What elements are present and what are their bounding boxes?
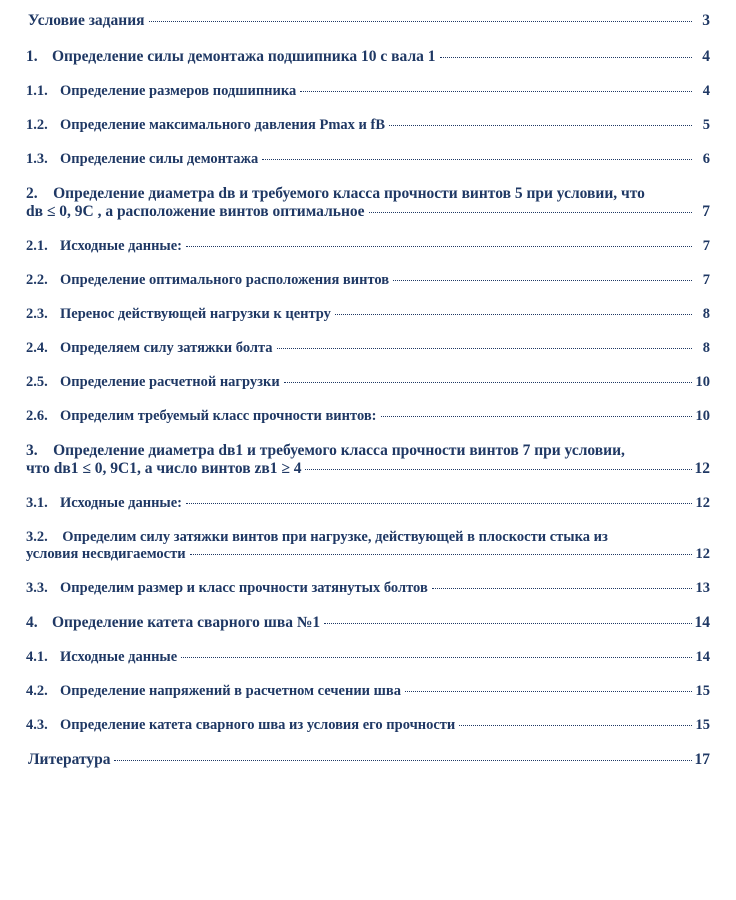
toc-entry[interactable]: [22, 495, 710, 512]
toc-entry-title-cont: dв ≤ 0, 9С , а расположение винтов оптимальное: [26, 203, 365, 220]
toc-entry[interactable]: [22, 83, 710, 100]
toc-entry[interactable]: [22, 717, 710, 734]
toc-entry[interactable]: [22, 340, 710, 357]
toc-leader-dots: [459, 725, 692, 726]
toc-entry-title: Литература: [28, 751, 111, 768]
toc-leader-dots: [389, 125, 692, 126]
toc-leader-dots: [190, 554, 692, 555]
toc-page-number: 7: [702, 238, 710, 254]
toc-page-number: 8: [702, 306, 710, 322]
toc-entry[interactable]: [22, 185, 710, 221]
toc-leader-dots: [262, 159, 692, 160]
toc-page-number: 13: [695, 580, 710, 596]
toc-entry-number: 2.3.: [26, 306, 48, 322]
toc-entry-number: 3.1.: [26, 495, 48, 511]
toc-entry-number: 4.1.: [26, 649, 48, 665]
toc-entry[interactable]: [22, 408, 710, 425]
toc-entry-number: 3.: [26, 442, 38, 459]
toc-leader-dots: [381, 416, 693, 417]
toc-entry-number: 2.: [26, 185, 38, 202]
toc-leader-dots: [335, 314, 692, 315]
toc-entry[interactable]: [22, 614, 710, 632]
toc-entry-line: [26, 529, 710, 546]
toc-leader-dots: [300, 91, 692, 92]
toc-leader-dots: [114, 760, 692, 761]
toc-entry[interactable]: [22, 442, 710, 478]
toc-entry[interactable]: [22, 12, 710, 30]
toc-leader-dots: [305, 469, 692, 470]
toc-page-number: 17: [694, 751, 710, 768]
toc-leader-dots: [369, 212, 692, 213]
toc-page-number: 7: [702, 203, 710, 220]
toc-page-number: 8: [702, 340, 710, 356]
toc-entry-number: 1.3.: [26, 151, 48, 167]
toc-entry-line: [26, 460, 710, 478]
toc-entry[interactable]: [22, 272, 710, 289]
toc-entry[interactable]: [22, 751, 710, 769]
toc-entry-number: 2.1.: [26, 238, 48, 254]
toc-entry[interactable]: [22, 374, 710, 391]
toc-entry-title: Определение катета сварного шва из условия его прочности: [60, 717, 456, 733]
toc-page-number: 6: [702, 151, 710, 167]
toc-page-number: 14: [694, 614, 710, 631]
toc-entry-number: 3.3.: [26, 580, 48, 596]
toc-entry-number: 2.2.: [26, 272, 48, 288]
toc-entry-number: 2.4.: [26, 340, 48, 356]
toc-entry[interactable]: [22, 529, 710, 563]
toc-leader-dots: [277, 348, 692, 349]
toc-page-number: 10: [695, 408, 710, 424]
toc-leader-dots: [324, 623, 692, 624]
toc-entry-title: Определение диаметра dв1 и требуемого класса прочности винтов 7 при условии,: [53, 442, 625, 459]
toc-entry-title: Определение силы демонтажа: [60, 151, 259, 167]
toc-entry-title: Определение диаметра dв и требуемого класса прочности винтов 5 при условии, что: [53, 185, 645, 202]
toc-page-number: 15: [695, 717, 710, 733]
toc-entry-title: Определение напряжений в расчетном сечении шва: [60, 683, 401, 699]
toc-page-number: 15: [695, 683, 710, 699]
toc-entry-title: Определим размер и класс прочности затянутых болтов: [60, 580, 428, 596]
toc-entry[interactable]: [22, 580, 710, 597]
toc-entry[interactable]: [22, 151, 710, 168]
toc-entry-number: 2.5.: [26, 374, 48, 390]
toc-entry-number: 1.1.: [26, 83, 48, 99]
toc-leader-dots: [149, 21, 692, 22]
toc-leader-dots: [186, 246, 692, 247]
toc-entry[interactable]: [22, 117, 710, 134]
toc-leader-dots: [186, 503, 692, 504]
toc-entry-number: 4.: [26, 614, 38, 631]
toc-page-number: 3: [702, 12, 710, 29]
toc-entry-number: 2.6.: [26, 408, 48, 424]
toc-page-number: 4: [702, 83, 710, 99]
toc-entry-title: Определение максимального давления Pmax и fB: [60, 117, 386, 133]
toc-entry-title: Определение оптимального расположения винтов: [60, 272, 390, 288]
toc-entry-number: 1.: [26, 48, 38, 65]
toc-leader-dots: [432, 588, 692, 589]
toc-page-number: 4: [702, 48, 710, 65]
toc-entry[interactable]: [22, 649, 710, 666]
toc-entry-title: Исходные данные: [60, 649, 178, 665]
toc-entry-title: Исходные данные:: [60, 495, 183, 511]
toc-entry-title: Определяем силу затяжки болта: [60, 340, 273, 356]
toc-entry-title: Определим требуемый класс прочности винтов:: [60, 408, 377, 424]
table-of-contents: [22, 12, 710, 769]
toc-page-number: 12: [695, 546, 710, 562]
toc-entry[interactable]: [22, 306, 710, 323]
toc-entry[interactable]: [22, 683, 710, 700]
toc-entry-line: [26, 546, 710, 563]
toc-page-number: 5: [702, 117, 710, 133]
toc-entry-title: Определение силы демонтажа подшипника 10 с вала 1: [52, 48, 436, 65]
toc-entry-title: Исходные данные:: [60, 238, 183, 254]
toc-leader-dots: [405, 691, 692, 692]
toc-entry-title: Определим силу затяжки винтов при нагрузке, действующей в плоскости стыка из: [62, 529, 608, 545]
toc-entry-title-cont: что dв1 ≤ 0, 9С1, а число винтов zв1 ≥ 4: [26, 460, 302, 477]
toc-entry-number: 4.2.: [26, 683, 48, 699]
toc-entry-line: [26, 203, 710, 221]
toc-entry-title: Условие задания: [28, 12, 145, 29]
toc-entry-line: [26, 442, 710, 460]
toc-page-number: 14: [695, 649, 710, 665]
toc-page-number: 10: [695, 374, 710, 390]
toc-entry-number: 3.2.: [26, 529, 48, 545]
toc-page-number: 12: [694, 460, 710, 477]
toc-entry-title: Определение расчетной нагрузки: [60, 374, 280, 390]
toc-entry[interactable]: [22, 238, 710, 255]
toc-leader-dots: [181, 657, 692, 658]
toc-entry-number: 1.2.: [26, 117, 48, 133]
toc-entry-title-cont: условия несвдигаемости: [26, 546, 186, 562]
toc-leader-dots: [393, 280, 692, 281]
toc-entry-title: Перенос действующей нагрузки к центру: [60, 306, 331, 322]
toc-entry-title: Определение размеров подшипника: [60, 83, 297, 99]
toc-entry[interactable]: [22, 48, 710, 66]
toc-entry-number: 4.3.: [26, 717, 48, 733]
toc-entry-line: [26, 185, 710, 203]
toc-leader-dots: [440, 57, 692, 58]
toc-entry-title: Определение катета сварного шва №1: [52, 614, 321, 631]
toc-page-number: 12: [695, 495, 710, 511]
toc-leader-dots: [284, 382, 692, 383]
toc-page-number: 7: [702, 272, 710, 288]
